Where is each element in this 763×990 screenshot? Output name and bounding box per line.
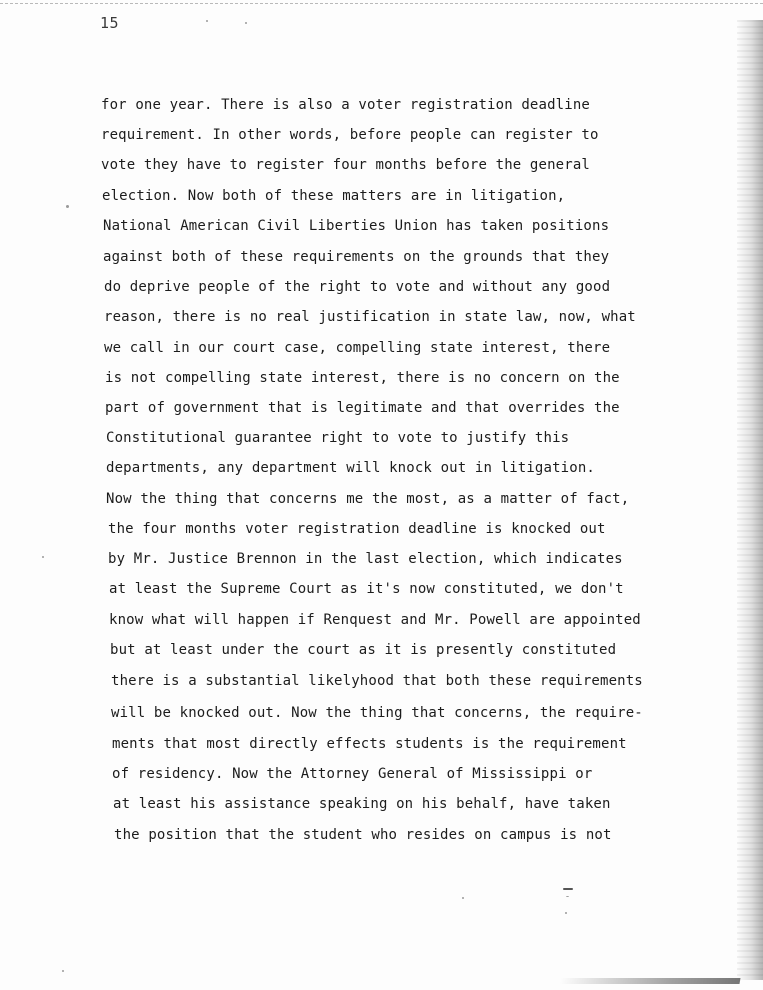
text-line: but at least under the court as it is presently constituted bbox=[110, 642, 617, 658]
perforation-edge bbox=[0, 3, 763, 4]
text-line: do deprive people of the right to vote and without any good bbox=[104, 279, 611, 295]
text-line: Now the thing that concerns me the most, as a matter of fact, bbox=[106, 491, 630, 507]
text-line: at least the Supreme Court as it's now constituted, we don't bbox=[109, 581, 624, 597]
scan-shadow-edge bbox=[737, 20, 763, 980]
text-line: election. Now both of these matters are in litigation, bbox=[102, 188, 566, 204]
text-line: National American Civil Liberties Union has taken positions bbox=[103, 218, 610, 234]
text-line: ments that most directly effects students is the requirement bbox=[112, 736, 627, 752]
text-line: know what will happen if Renquest and Mr. Powell are appointed bbox=[109, 612, 641, 628]
text-line: we call in our court case, compelling state interest, there bbox=[104, 340, 611, 356]
scan-speck bbox=[566, 896, 569, 897]
text-line: requirement. In other words, before people can register to bbox=[101, 127, 599, 143]
page-number: 15 bbox=[100, 14, 120, 32]
text-line: vote they have to register four months before the general bbox=[101, 157, 590, 173]
scan-speck bbox=[563, 888, 573, 890]
text-line: reason, there is no real justification in state law, now, what bbox=[104, 309, 636, 325]
scan-speck bbox=[565, 912, 567, 914]
text-line: there is a substantial likelyhood that both these requirements bbox=[111, 673, 643, 689]
scan-speck bbox=[62, 970, 64, 972]
text-line: part of government that is legitimate and that overrides the bbox=[105, 400, 620, 416]
text-line: of residency. Now the Attorney General of Mississippi or bbox=[112, 766, 593, 782]
scan-speck bbox=[206, 20, 208, 22]
text-line: against both of these requirements on the grounds that they bbox=[103, 249, 610, 265]
text-line: will be knocked out. Now the thing that concerns, the require- bbox=[111, 705, 643, 721]
text-line: the four months voter registration deadline is knocked out bbox=[108, 521, 606, 537]
scan-speck bbox=[245, 22, 247, 24]
text-line: is not compelling state interest, there is no concern on the bbox=[105, 370, 620, 386]
scan-speck bbox=[66, 205, 69, 208]
text-line: at least his assistance speaking on his behalf, have taken bbox=[113, 796, 611, 812]
scan-speck bbox=[462, 897, 464, 899]
scan-smudge bbox=[559, 978, 740, 984]
text-line: Constitutional guarantee right to vote to justify this bbox=[106, 430, 570, 446]
scan-speck bbox=[42, 556, 44, 558]
text-line: departments, any department will knock out in litigation. bbox=[106, 460, 595, 476]
text-line: for one year. There is also a voter registration deadline bbox=[101, 97, 590, 113]
text-line: by Mr. Justice Brennon in the last election, which indicates bbox=[108, 551, 623, 567]
text-line: the position that the student who resides on campus is not bbox=[114, 827, 612, 843]
